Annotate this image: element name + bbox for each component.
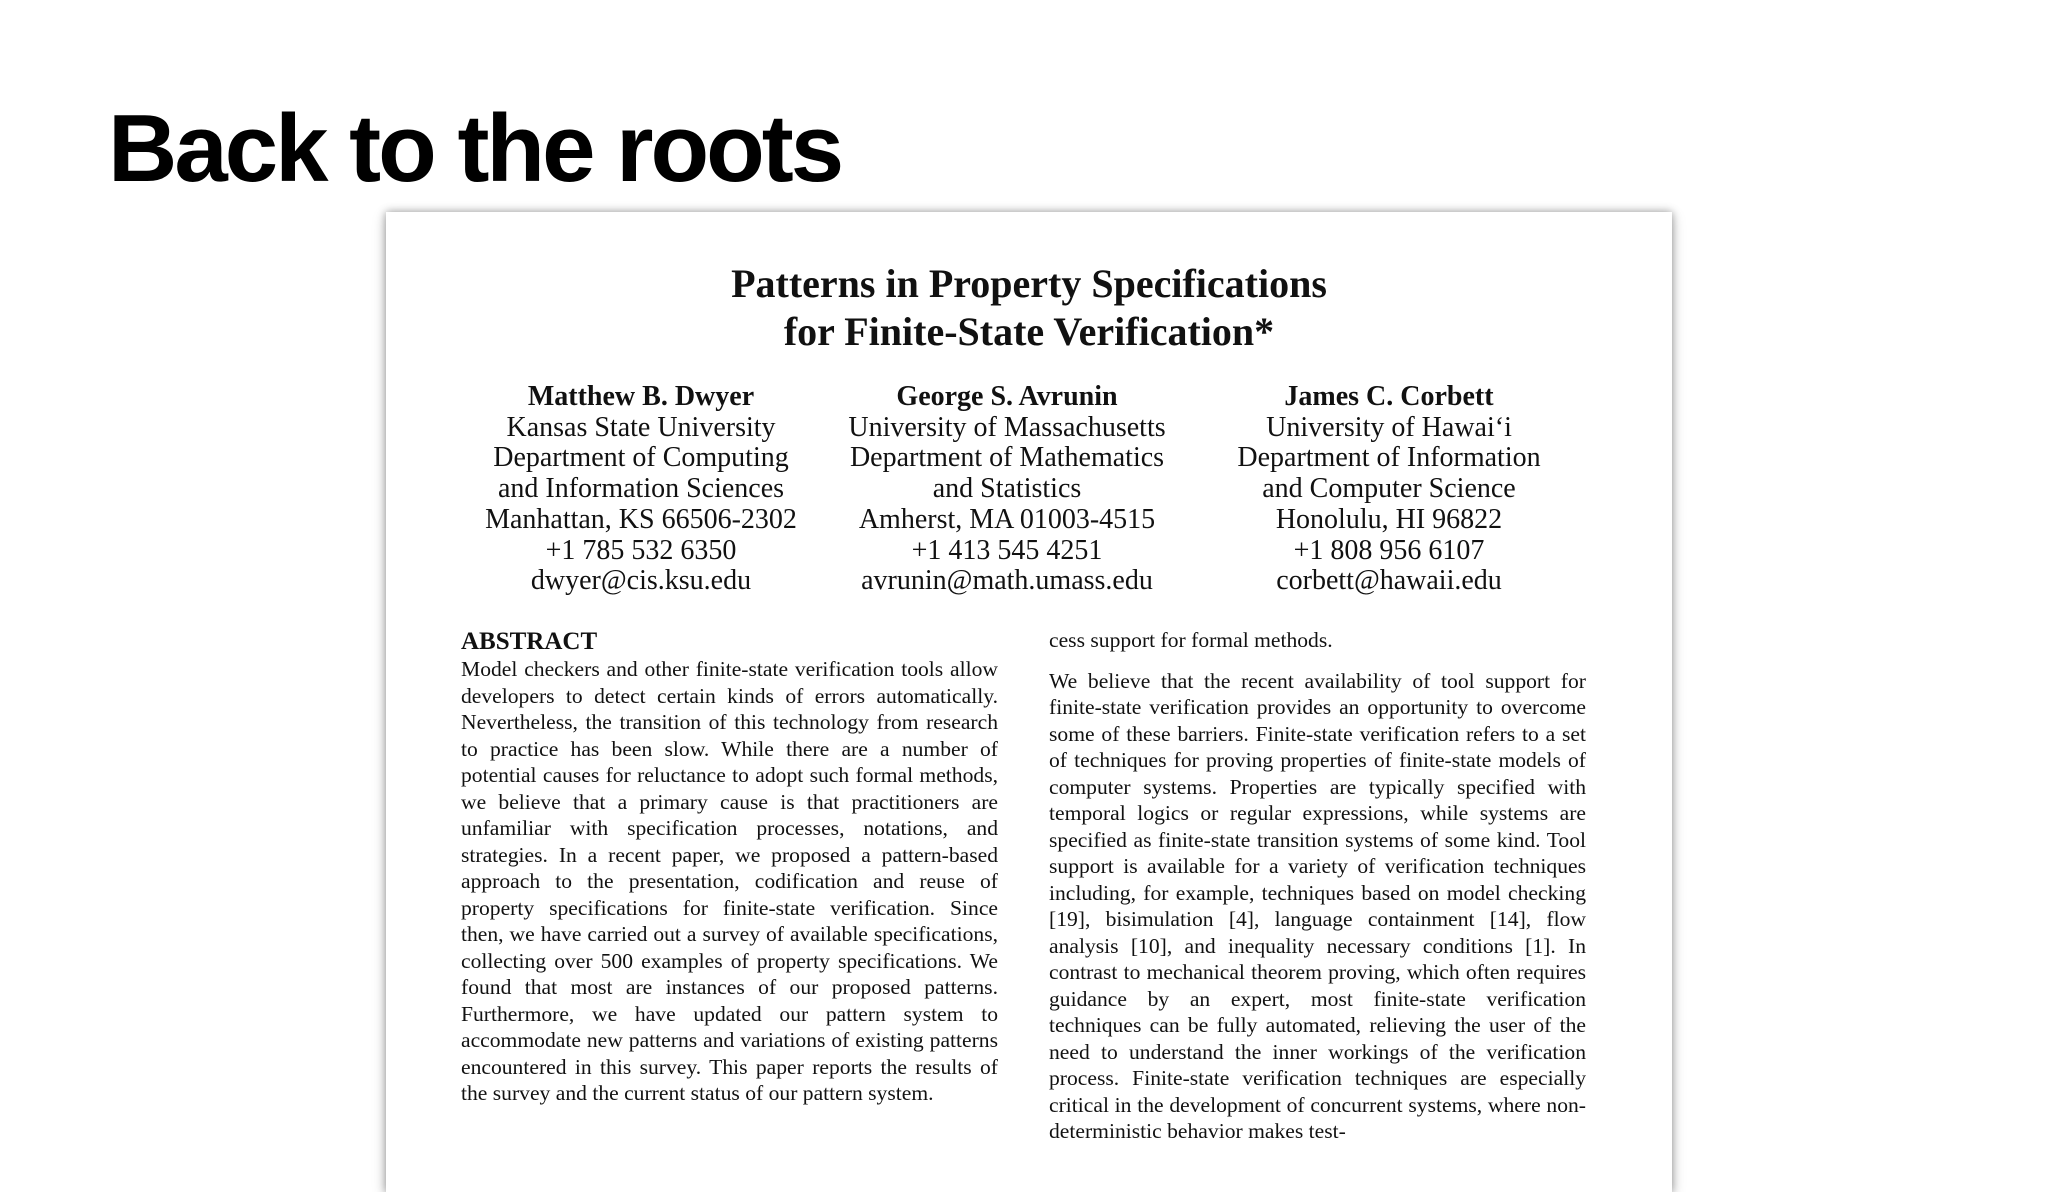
- author-affiliation-line: University of Massachusetts: [848, 411, 1166, 443]
- paper-title-line-1: Patterns in Property Specifications: [731, 261, 1327, 306]
- author-block-2: [832, 382, 1182, 597]
- author-affiliation-line: and Statistics: [932, 473, 1082, 505]
- right-column: [1049, 627, 1586, 1145]
- author-affiliation-line: Department of Computing: [493, 442, 789, 474]
- paper-title: [386, 260, 1672, 356]
- author-phone: +1 785 532 6350: [545, 534, 737, 566]
- paper-page-image: [386, 212, 1672, 1192]
- paper-title-line-2: for Finite-State Verification*: [783, 309, 1275, 354]
- author-name: James C. Corbett: [1284, 381, 1494, 412]
- author-affiliation-line: Department of Mathematics: [849, 442, 1165, 474]
- left-column: [461, 628, 998, 1107]
- author-block-3: [1214, 382, 1564, 597]
- author-affiliation-line: and Computer Science: [1262, 473, 1516, 505]
- author-block-1: [466, 382, 816, 597]
- author-affiliation-line: and Information Sciences: [497, 473, 785, 505]
- slide-title: Back to the roots: [108, 95, 842, 202]
- author-phone: +1 413 545 4251: [911, 534, 1103, 566]
- author-email: dwyer@cis.ksu.edu: [530, 565, 752, 597]
- abstract-heading: ABSTRACT: [461, 628, 598, 655]
- author-affiliation-line: University of Hawai‘i: [1266, 411, 1512, 443]
- right-paragraph-1: cess support for formal methods.: [1049, 628, 1333, 652]
- author-phone: +1 808 956 6107: [1293, 534, 1485, 566]
- author-affiliation-line: Department of Information: [1237, 442, 1541, 474]
- author-affiliation-line: Kansas State University: [506, 411, 776, 443]
- author-name: George S. Avrunin: [896, 381, 1118, 412]
- author-email: avrunin@math.umass.edu: [861, 565, 1153, 597]
- author-email: corbett@hawaii.edu: [1276, 565, 1502, 597]
- author-address: Amherst, MA 01003-4515: [858, 503, 1156, 535]
- author-address: Manhattan, KS 66506-2302: [485, 503, 797, 535]
- author-name: Matthew B. Dwyer: [527, 381, 755, 412]
- right-paragraph-2: We believe that the recent availability of tool support for finite-state verification provides an opportunity to overcome some of these barriers. Finite-state verification refers to a set of techniques for proving properties of finite-state models of computer systems. Properties are typically specified with temporal logics or regular expressions, while systems are specified as finite-state transition systems of some kind. Tool support is available for a variety of verification techniques including, for example, techniques based on model checking [19], bisimulation [4], language containment [14], flow analysis [10], and inequality necessary conditions [1]. In contrast to mechanical theorem proving, which often requires guidance by an expert, most finite-state verification techniques can be fully automated, relieving the user of the need to understand the inner workings of the verification process. Finite-state verification techniques are especially critical in the development of concurrent systems, where non-deterministic behavior makes test-: [1049, 668, 1586, 1143]
- abstract-text: Model checkers and other finite-state verification tools allow developers to detect certain kinds of errors automatically. Nevertheless, the transition of this technology from research to practice has been slow. While there are a number of potential causes for reluctance to adopt such formal methods, we believe that a primary cause is that practitioners are unfamiliar with specification processes, notations, and strategies. In a recent paper, we proposed a pattern-based approach to the presentation, codification and reuse of property specifications for finite-state verification. Since then, we have carried out a survey of available specifications, collecting over 500 examples of property specifications. We found that most are instances of our proposed patterns. Furthermore, we have updated our pattern system to accommodate new patterns and variations of existing patterns encountered in this survey. This paper reports the results of the survey and the current status of our pattern system.: [461, 657, 998, 1105]
- author-address: Honolulu, HI 96822: [1275, 503, 1503, 535]
